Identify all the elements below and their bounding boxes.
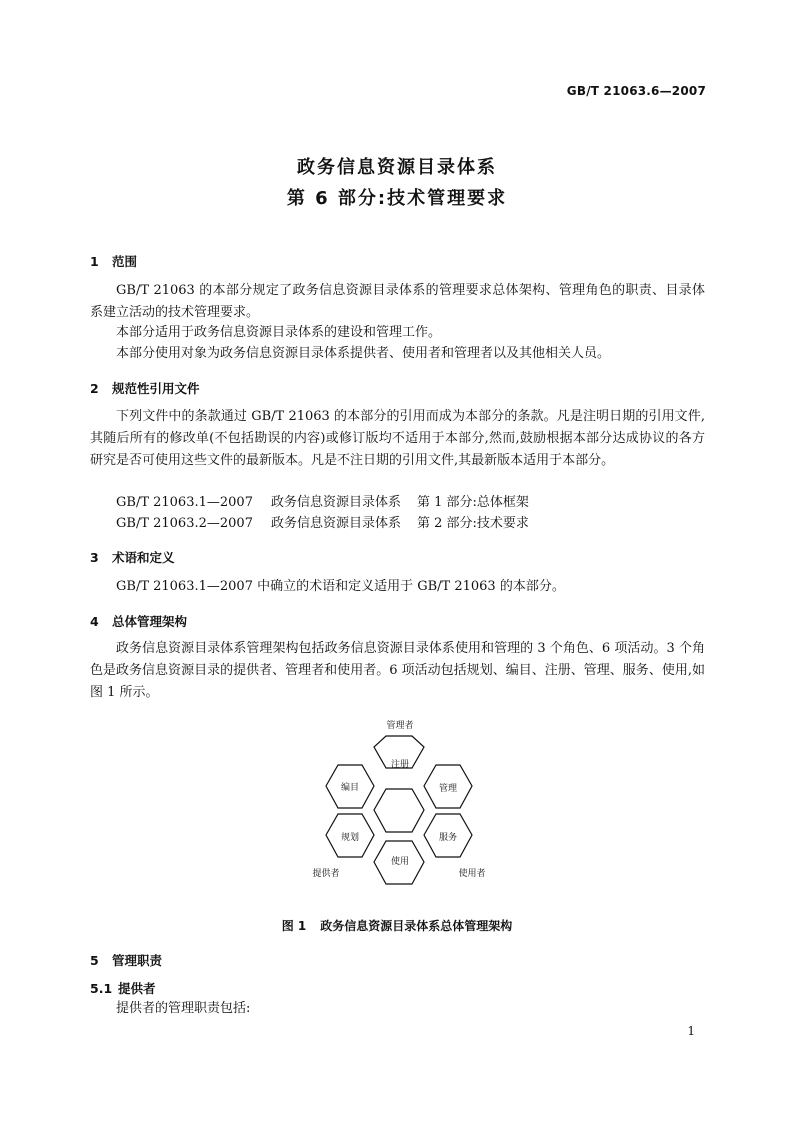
reference-title: 政务信息资源目录体系 bbox=[270, 516, 401, 531]
management-architecture-figure bbox=[300, 716, 500, 891]
section-5-heading bbox=[90, 951, 162, 969]
role-administrator: 管理者 bbox=[386, 721, 414, 731]
reference-code: GB/T 21063.2—2007 bbox=[116, 516, 253, 531]
page-number: 1 bbox=[687, 1024, 695, 1038]
section-3-heading bbox=[90, 548, 175, 566]
section-number: 1 bbox=[90, 254, 99, 269]
section-4-heading bbox=[90, 612, 187, 630]
activity-use: 使用 bbox=[390, 857, 410, 867]
paragraph: 下列文件中的条款通过 GB/T 21063 的本部分的引用而成为本部分的条款。凡是注明日期的引用文件,其随后所有的修改单(不包括勘误的内容)或修订版均不适用于本部分,然而,鼓励根据本部分达成协议的各方研究是否可使用这些文件的最新版本。凡是不注日期的引用文件,其最新版本适用于本部分。 bbox=[90, 409, 705, 468]
figure-label: 图 1 bbox=[281, 919, 307, 933]
document-subtitle: 第 6 部分:技术管理要求 bbox=[286, 188, 508, 209]
paragraph: GB/T 21063.1—2007 中确立的术语和定义适用于 GB/T 21063 的本部分。 bbox=[116, 579, 565, 594]
activity-register: 注册 bbox=[390, 760, 410, 770]
activity-catalog: 编目 bbox=[340, 783, 360, 793]
standard-number: GB/T 21063.6—2007 bbox=[566, 84, 706, 98]
section-title: 管理职责 bbox=[112, 953, 163, 968]
section-title: 术语和定义 bbox=[112, 550, 175, 565]
section-number: 4 bbox=[90, 614, 99, 629]
reference-title: 政务信息资源目录体系 bbox=[270, 495, 401, 510]
section-number: 2 bbox=[90, 381, 99, 396]
paragraph: 本部分使用对象为政务信息资源目录体系提供者、使用者和管理者以及其他相关人员。 bbox=[116, 346, 611, 361]
paragraph: 本部分适用于政务信息资源目录体系的建设和管理工作。 bbox=[116, 325, 442, 340]
paragraph: 政务信息资源目录体系管理架构包括政务信息资源目录体系使用和管理的 3 个角色、6 项活动。3 个角色是政务信息资源目录的提供者、管理者和使用者。6 项活动包括规划、编目、注册、管理、服务、使用,如图 1 所示。 bbox=[90, 641, 705, 700]
hexagon-center bbox=[374, 789, 424, 832]
section-number: 5 bbox=[90, 953, 99, 968]
paragraph: 提供者的管理职责包括: bbox=[116, 1001, 251, 1016]
paragraph: GB/T 21063 的本部分规定了政务信息资源目录体系的管理要求总体架构、管理角色的职责、目录体系建立活动的技术管理要求。 bbox=[90, 283, 705, 320]
reference-code: GB/T 21063.1—2007 bbox=[116, 495, 253, 510]
section-title: 总体管理架构 bbox=[112, 614, 188, 629]
section-title: 提供者 bbox=[118, 981, 156, 996]
activity-manage: 管理 bbox=[438, 784, 458, 794]
document-title: 政务信息资源目录体系 bbox=[297, 157, 497, 178]
section-2-heading bbox=[90, 379, 200, 397]
reference-entry bbox=[116, 513, 529, 535]
section-5-1-heading bbox=[90, 979, 156, 997]
role-provider: 提供者 bbox=[312, 869, 340, 879]
activity-plan: 规划 bbox=[340, 833, 360, 843]
section-number: 5.1 bbox=[90, 981, 113, 996]
reference-part: 第 1 部分:总体框架 bbox=[416, 495, 529, 510]
figure-title: 政务信息资源目录体系总体管理架构 bbox=[320, 919, 513, 933]
section-title: 规范性引用文件 bbox=[112, 381, 200, 396]
section-title: 范围 bbox=[112, 254, 138, 269]
figure-caption bbox=[0, 917, 794, 934]
activity-service: 服务 bbox=[438, 833, 458, 843]
role-user: 使用者 bbox=[458, 869, 486, 879]
section-number: 3 bbox=[90, 550, 99, 565]
reference-entry bbox=[116, 492, 529, 514]
section-1-heading bbox=[90, 252, 137, 270]
reference-part: 第 2 部分:技术要求 bbox=[416, 516, 529, 531]
